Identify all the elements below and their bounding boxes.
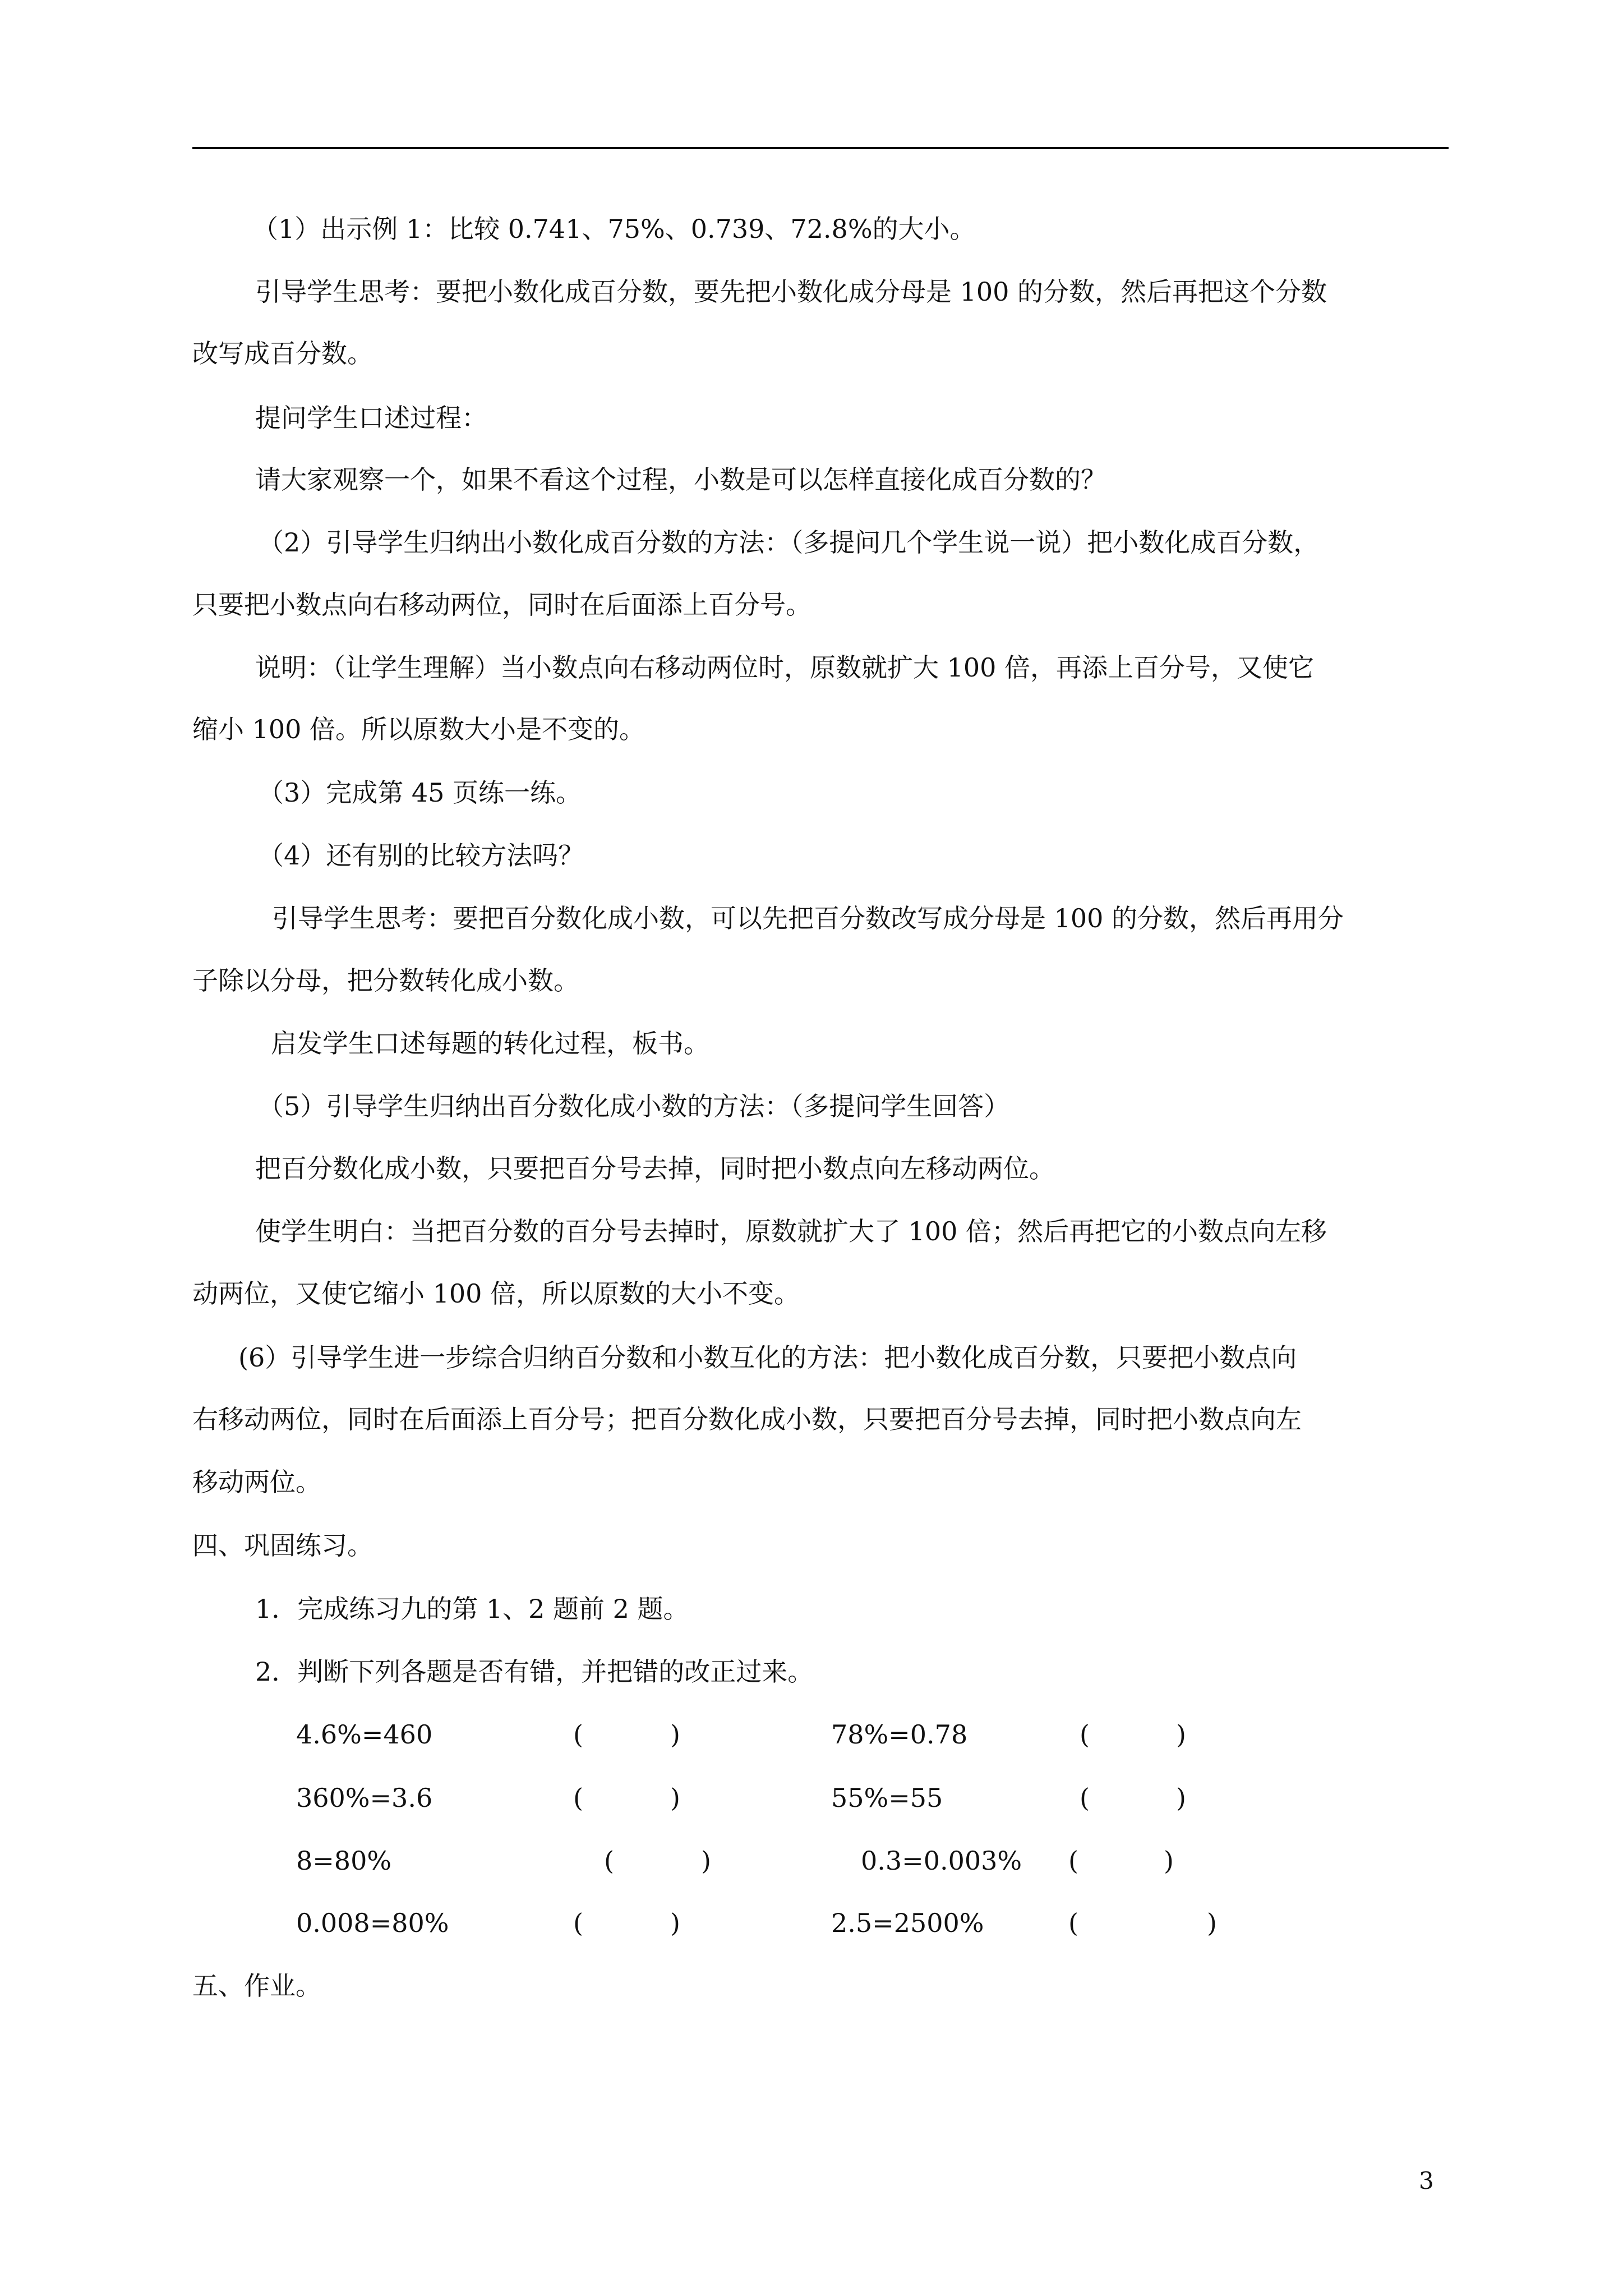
explain-line: 说明：（让学生理解）当小数点向右移动两位时，原数就扩大 100 倍，再添上百分号，又使它 [255,652,1315,683]
judge-expression: 0.3=0.003% [861,1846,1022,1876]
step-2-line: （2）引导学生归纳出小数化成百分数的方法：（多提问几个学生说一说）把小数化成百分数， [258,527,1320,558]
judge-expression: 360%=3.6 [296,1783,433,1813]
inspire-line: 启发学生口述每题的转化过程，板书。 [271,1028,709,1059]
understand-line-cont: 动两位，又使它缩小 100 倍，所以原数的大小不变。 [192,1278,800,1309]
judge-open-paren: ( [1080,1719,1090,1750]
judge-expression: 78%=0.78 [831,1719,968,1750]
exercise-1-line: 1．完成练习九的第 1、2 题前 2 题。 [255,1594,689,1624]
section-4-heading: 四、巩固练习。 [192,1530,373,1561]
exercise-2-line: 2．判断下列各题是否有错，并把错的改正过来。 [255,1657,814,1687]
ask-students-line: 提问学生口述过程： [255,403,487,433]
guide-think-line-cont: 改写成百分数。 [192,338,373,369]
guide-think-2-line: 引导学生思考：要把百分数化成小数，可以先把百分数改写成分母是 100 的分数，然后再用分 [272,903,1344,933]
judge-open-paren: ( [1068,1846,1078,1876]
page-number: 3 [1419,2167,1434,2194]
section-5-heading: 五、作业。 [192,1971,321,2001]
judge-open-paren: ( [1080,1783,1090,1813]
understand-line: 使学生明白：当把百分数的百分号去掉时，原数就扩大了 100 倍；然后再把它的小数点向左移 [255,1216,1327,1246]
judge-close-paren: ) [1164,1846,1174,1876]
step-6-line-cont: 右移动两位，同时在后面添上百分号；把百分数化成小数，只要把百分号去掉，同时把小数点向左 [192,1404,1302,1434]
judge-close-paren: ) [1207,1908,1217,1938]
judge-close-paren: ) [1176,1719,1186,1750]
observe-line: 请大家观察一个，如果不看这个过程，小数是可以怎样直接化成百分数的？ [255,464,1106,495]
percent-to-decimal-line: 把百分数化成小数，只要把百分号去掉，同时把小数点向左移动两位。 [255,1153,1055,1184]
step-4-line: （4）还有别的比较方法吗？ [258,840,584,871]
step-6-line-end: 移动两位。 [192,1467,321,1497]
explain-line-cont: 缩小 100 倍。所以原数大小是不变的。 [192,714,645,744]
judge-close-paren: ) [1176,1783,1186,1813]
judge-expression: 55%=55 [831,1783,943,1813]
judge-close-paren: ) [701,1846,711,1876]
judge-expression: 8=80% [296,1846,392,1876]
judge-open-paren: ( [573,1908,583,1938]
step-2-line-cont: 只要把小数点向右移动两位，同时在后面添上百分号。 [192,590,811,620]
judge-expression: 0.008=80% [296,1908,449,1938]
guide-think-2-line-cont: 子除以分母，把分数转化成小数。 [192,965,579,996]
example-1-line: （1）出示例 1：比较 0.741、75%、0.739、72.8%的大小。 [252,214,976,244]
step-6-line: (6）引导学生进一步综合归纳百分数和小数互化的方法：把小数化成百分数，只要把小数点向 [238,1342,1297,1373]
judge-open-paren: ( [604,1846,614,1876]
judge-open-paren: ( [573,1783,583,1813]
step-3-line: （3）完成第 45 页练一练。 [258,777,582,808]
judge-open-paren: ( [1068,1908,1078,1938]
judge-close-paren: ) [670,1908,680,1938]
guide-think-line: 引导学生思考：要把小数化成百分数，要先把小数化成分母是 100 的分数，然后再把这个分数 [255,277,1327,307]
judge-close-paren: ) [670,1719,680,1750]
judge-close-paren: ) [670,1783,680,1813]
judge-expression: 2.5=2500% [831,1908,984,1938]
step-5-line: （5）引导学生归纳出百分数化成小数的方法：（多提问学生回答） [258,1091,1010,1121]
header-rule [192,147,1449,149]
judge-open-paren: ( [573,1719,583,1750]
judge-expression: 4.6%=460 [296,1719,433,1750]
